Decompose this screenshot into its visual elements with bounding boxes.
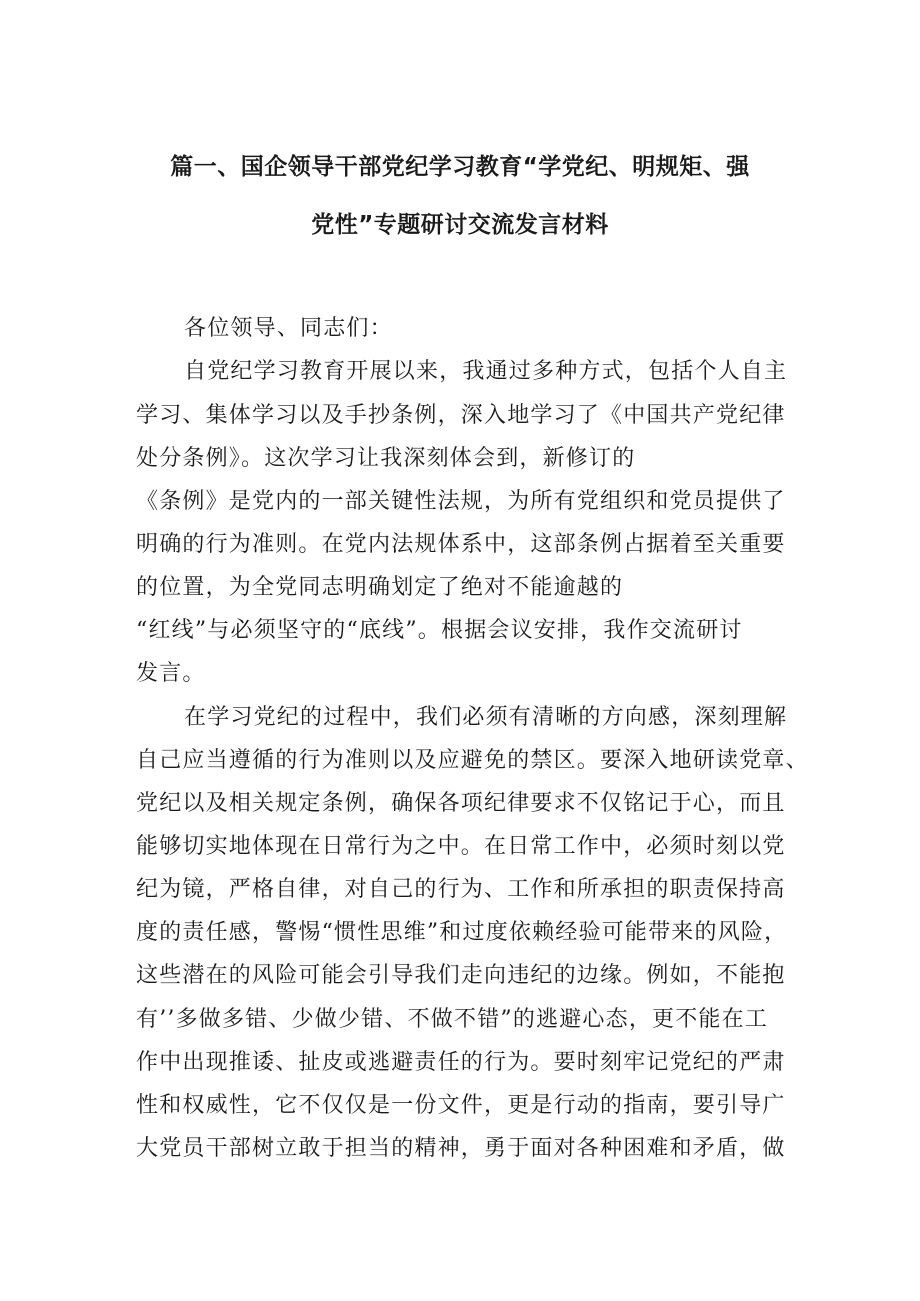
body-line: 自党纪学习教育开展以来，我通过多种方式，包括个人自主 (184, 359, 788, 384)
body-line: 学习、集体学习以及手抄条例，深入地学习了《中国共产党纪律 (136, 403, 786, 428)
body-line: 性和权威性，它不仅仅是一份文件，更是行动的指南，要引导广 (136, 1093, 786, 1118)
document-title-line-1: 篇一、国企领导干部党纪学习教育“学党纪、明规矩、强 (170, 154, 750, 180)
body-line: 党纪以及相关规定条例，确保各项纪律要求不仅铭记于心，而且 (136, 791, 786, 816)
body-line: 有’’多做多错、少做少错、不做不错”的逃避心态，更不能在工 (136, 1007, 769, 1032)
body-line: 作中出现推诿、扯皮或逃避责任的行为。要时刻牢记党纪的严肃 (136, 1050, 786, 1075)
body-line: 明确的行为准则。在党内法规体系中，这部条例占据着至关重要 (136, 532, 786, 557)
body-line: “红线”与必须坚守的“底线”。根据会议安排，我作交流研讨 (136, 618, 743, 643)
body-line: 大党员干部树立敢于担当的精神，勇于面对各种困难和矛盾，做 (136, 1136, 786, 1161)
document-title-line-2: 党性”专题研讨交流发言材料 (311, 212, 609, 238)
body-line: 这些潜在的风险可能会引导我们走向违纪的边缘。例如，不能抱 (136, 963, 786, 988)
body-line: 处分条例》。这次学习让我深刻体会到，新修订的 (136, 446, 636, 471)
body-line: 纪为镜，严格自律，对自己的行为、工作和所承担的职责保持高 (136, 877, 786, 902)
body-line: 能够切实地体现在日常行为之中。在日常工作中，必须时刻以党 (136, 834, 786, 859)
body-line: 在学习党纪的过程中，我们必须有清晰的方向感，深刻理解 (184, 705, 788, 730)
body-line: 自己应当遵循的行为准则以及应避免的禁区。要深入地研读党章、 (136, 748, 809, 773)
body-line: 发言。 (136, 661, 206, 686)
body-line: 的位置，为全党同志明确划定了绝对不能逾越的 (136, 575, 624, 600)
body-line: 度的责任感，警惕“惯性思维”和过度依赖经验可能带来的风险， (136, 920, 788, 945)
body-line: 《条例》是党内的一部关键性法规，为所有党组织和党员提供了 (136, 489, 786, 514)
salutation: 各位领导、同志们： (184, 316, 393, 341)
